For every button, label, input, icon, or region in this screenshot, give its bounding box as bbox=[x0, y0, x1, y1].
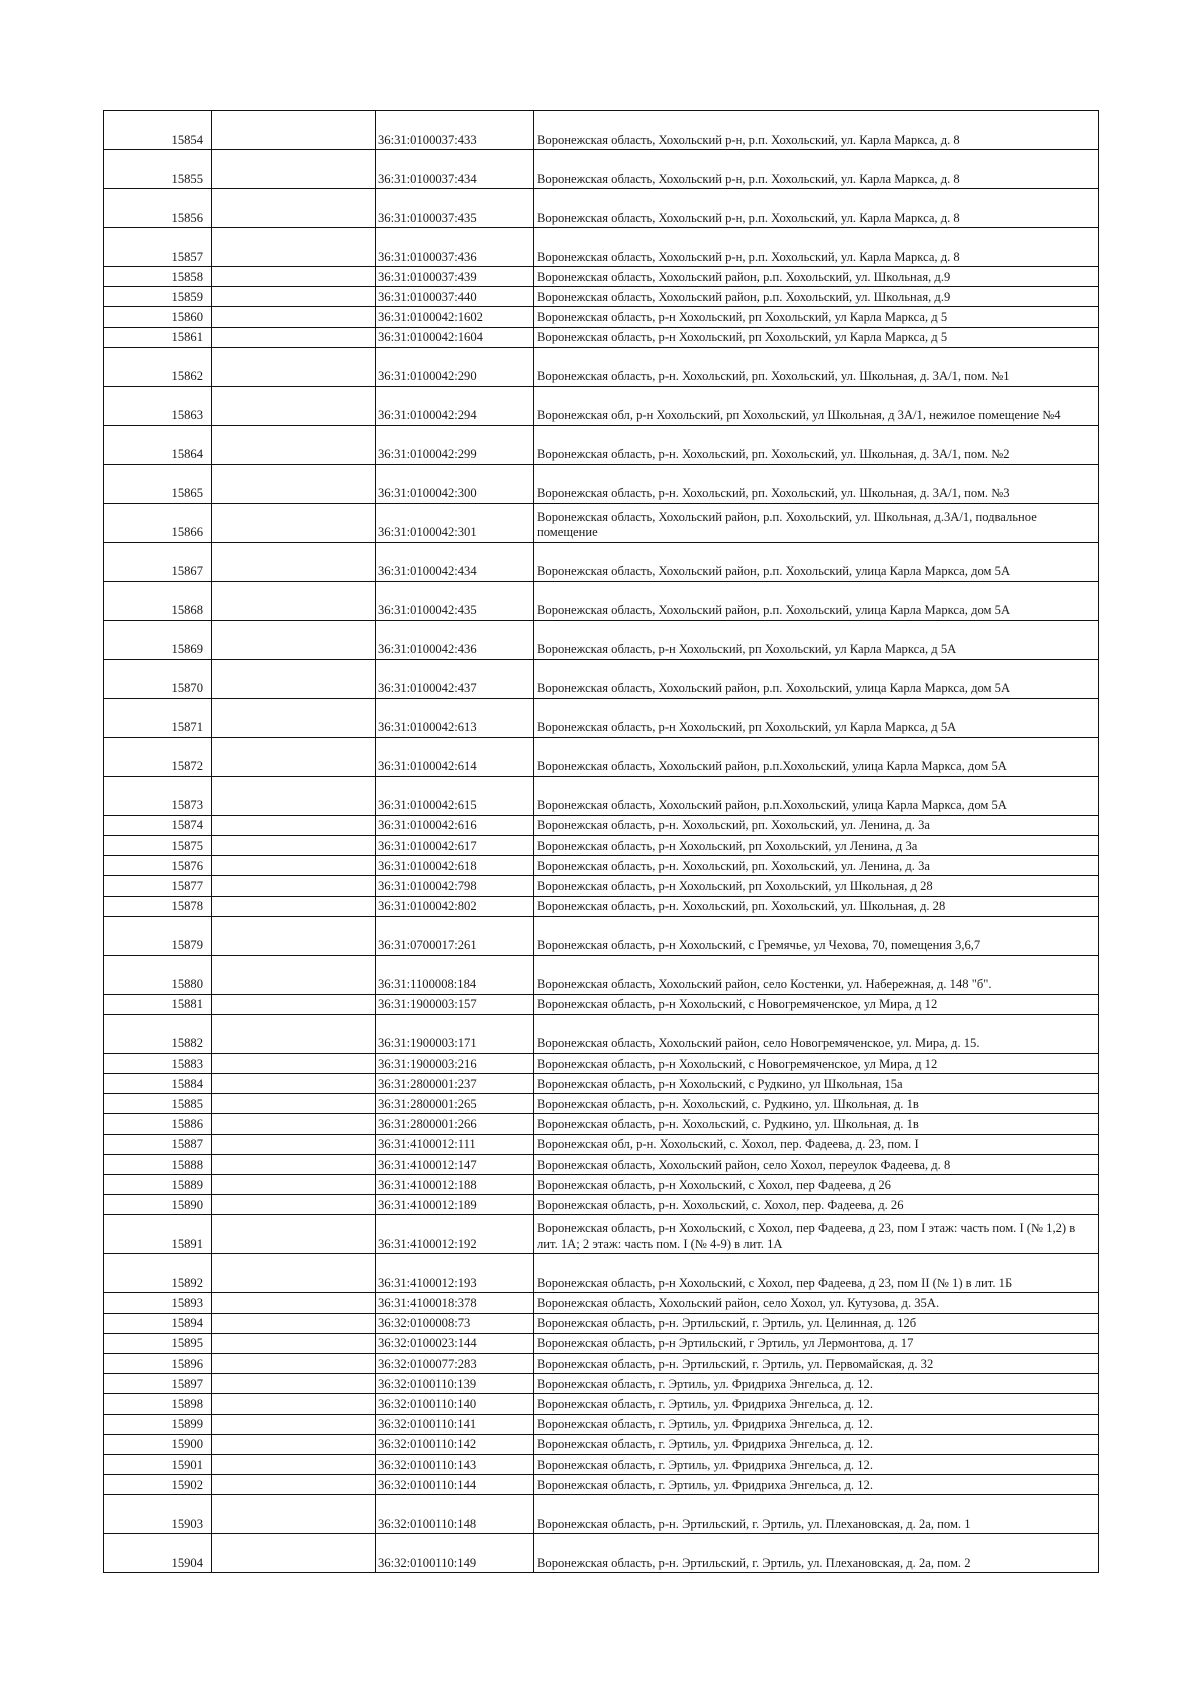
address-cell: Воронежская область, р-н. Хохольский, рп. Хохольский, ул. Школьная, д. 3А/1, пом. №3 bbox=[534, 464, 1099, 503]
row-number-cell: 15892 bbox=[104, 1254, 212, 1293]
cadastral-number-cell: 36:31:0100042:437 bbox=[376, 659, 534, 698]
row-number-cell: 15867 bbox=[104, 542, 212, 581]
table-row bbox=[104, 815, 1099, 835]
table-row bbox=[104, 916, 1099, 955]
table-row bbox=[104, 1414, 1099, 1434]
address-cell: Воронежская область, Хохольский р-н, р.п. Хохольский, ул. Карла Маркса, д. 8 bbox=[534, 150, 1099, 189]
table-row bbox=[104, 425, 1099, 464]
table-row bbox=[104, 659, 1099, 698]
row-number-cell: 15900 bbox=[104, 1434, 212, 1454]
address-cell: Воронежская область, р-н. Хохольский, рп. Хохольский, ул. Школьная, д. 3А/1, пом. №2 bbox=[534, 425, 1099, 464]
row-number-cell: 15873 bbox=[104, 776, 212, 815]
empty-cell bbox=[212, 1175, 376, 1195]
empty-cell bbox=[212, 228, 376, 267]
table-row bbox=[104, 267, 1099, 287]
empty-cell bbox=[212, 150, 376, 189]
row-number-cell: 15858 bbox=[104, 267, 212, 287]
address-cell: Воронежская область, Хохольский район, р.п.Хохольский, улица Карла Маркса, дом 5А bbox=[534, 776, 1099, 815]
table-row bbox=[104, 1434, 1099, 1454]
address-cell: Воронежская область, Хохольский район, село Хохол, ул. Кутузова, д. 35А. bbox=[534, 1293, 1099, 1313]
cadastral-number-cell: 36:31:4100012:147 bbox=[376, 1154, 534, 1174]
table-row bbox=[104, 776, 1099, 815]
table-row bbox=[104, 1134, 1099, 1154]
address-cell: Воронежская область, Хохольский р-н, р.п. Хохольский, ул. Карла Маркса, д. 8 bbox=[534, 228, 1099, 267]
cadastral-number-cell: 36:32:0100023:144 bbox=[376, 1333, 534, 1353]
address-cell: Воронежская область, Хохольский район, р.п. Хохольский, улица Карла Маркса, дом 5А bbox=[534, 581, 1099, 620]
table-row bbox=[104, 150, 1099, 189]
table-row bbox=[104, 287, 1099, 307]
table-row bbox=[104, 1313, 1099, 1333]
empty-cell bbox=[212, 327, 376, 347]
row-number-cell: 15863 bbox=[104, 386, 212, 425]
address-cell: Воронежская область, Хохольский район, р.п. Хохольский, улица Карла Маркса, дом 5А bbox=[534, 659, 1099, 698]
empty-cell bbox=[212, 1333, 376, 1353]
table-row bbox=[104, 1353, 1099, 1373]
empty-cell bbox=[212, 776, 376, 815]
table-row bbox=[104, 307, 1099, 327]
table-row bbox=[104, 542, 1099, 581]
address-cell: Воронежская область, г. Эртиль, ул. Фридриха Энгельса, д. 12. bbox=[534, 1394, 1099, 1414]
cadastral-number-cell: 36:32:0100110:148 bbox=[376, 1495, 534, 1534]
cadastral-number-cell: 36:31:0100042:617 bbox=[376, 835, 534, 855]
cadastral-number-cell: 36:31:1900003:216 bbox=[376, 1053, 534, 1073]
table-row bbox=[104, 994, 1099, 1014]
cadastral-number-cell: 36:32:0100110:149 bbox=[376, 1534, 534, 1573]
address-cell: Воронежская область, г. Эртиль, ул. Фридриха Энгельса, д. 12. bbox=[534, 1374, 1099, 1394]
empty-cell bbox=[212, 189, 376, 228]
empty-cell bbox=[212, 835, 376, 855]
table-row bbox=[104, 1394, 1099, 1414]
row-number-cell: 15891 bbox=[104, 1215, 212, 1254]
address-cell: Воронежская область, р-н Хохольский, с Хохол, пер Фадеева, д 23, пом II (№ 1) в лит. 1Б bbox=[534, 1254, 1099, 1293]
row-number-cell: 15893 bbox=[104, 1293, 212, 1313]
table-row bbox=[104, 1333, 1099, 1353]
row-number-cell: 15888 bbox=[104, 1154, 212, 1174]
address-cell: Воронежская область, Хохольский район, село Костенки, ул. Набережная, д. 148 "б". bbox=[534, 955, 1099, 994]
table-row bbox=[104, 737, 1099, 776]
address-cell: Воронежская область, р-н. Хохольский, рп. Хохольский, ул. Ленина, д. 3а bbox=[534, 815, 1099, 835]
address-cell: Воронежская область, р-н Хохольский, с Новогремяченское, ул Мира, д 12 bbox=[534, 1053, 1099, 1073]
cadastral-number-cell: 36:32:0100110:141 bbox=[376, 1414, 534, 1434]
address-cell: Воронежская область, Хохольский район, р.п. Хохольский, улица Карла Маркса, дом 5А bbox=[534, 542, 1099, 581]
row-number-cell: 15870 bbox=[104, 659, 212, 698]
empty-cell bbox=[212, 659, 376, 698]
empty-cell bbox=[212, 347, 376, 386]
empty-cell bbox=[212, 815, 376, 835]
cadastral-number-cell: 36:31:0100042:798 bbox=[376, 876, 534, 896]
address-cell: Воронежская область, г. Эртиль, ул. Фридриха Энгельса, д. 12. bbox=[534, 1475, 1099, 1495]
row-number-cell: 15878 bbox=[104, 896, 212, 916]
row-number-cell: 15887 bbox=[104, 1134, 212, 1154]
cadastral-number-cell: 36:31:0100042:435 bbox=[376, 581, 534, 620]
row-number-cell: 15862 bbox=[104, 347, 212, 386]
address-cell: Воронежская область, Хохольский район, р.п. Хохольский, ул. Школьная, д.9 bbox=[534, 287, 1099, 307]
address-cell: Воронежская область, р-н Хохольский, с Гремячье, ул Чехова, 70, помещения 3,6,7 bbox=[534, 916, 1099, 955]
address-cell: Воронежская область, Хохольский район, р.п. Хохольский, ул. Школьная, д.9 bbox=[534, 267, 1099, 287]
registry-table bbox=[103, 110, 1099, 1573]
table-row bbox=[104, 228, 1099, 267]
cadastral-number-cell: 36:31:0100042:618 bbox=[376, 856, 534, 876]
row-number-cell: 15885 bbox=[104, 1094, 212, 1114]
address-cell: Воронежская область, р-н Хохольский, с Рудкино, ул Школьная, 15а bbox=[534, 1074, 1099, 1094]
empty-cell bbox=[212, 1353, 376, 1373]
cadastral-number-cell: 36:31:0100042:1602 bbox=[376, 307, 534, 327]
table-row bbox=[104, 327, 1099, 347]
cadastral-number-cell: 36:31:0100042:290 bbox=[376, 347, 534, 386]
address-cell: Воронежская область, Хохольский район, р.п. Хохольский, ул. Школьная, д.3А/1, подвальное помещение bbox=[534, 503, 1099, 542]
cadastral-number-cell: 36:31:0100042:613 bbox=[376, 698, 534, 737]
address-cell: Воронежская область, р-н Хохольский, с Хохол, пер Фадеева, д 23, пом I этаж: часть пом. I (№ 1,2) в лит. 1А; 2 этаж: часть пом. I (№ 4-9) в лит. 1А bbox=[534, 1215, 1099, 1254]
table-row bbox=[104, 876, 1099, 896]
table-row bbox=[104, 1254, 1099, 1293]
row-number-cell: 15866 bbox=[104, 503, 212, 542]
cadastral-number-cell: 36:31:0100042:300 bbox=[376, 464, 534, 503]
cadastral-number-cell: 36:31:0100042:1604 bbox=[376, 327, 534, 347]
cadastral-number-cell: 36:31:0100042:294 bbox=[376, 386, 534, 425]
empty-cell bbox=[212, 307, 376, 327]
cadastral-number-cell: 36:31:0100042:299 bbox=[376, 425, 534, 464]
cadastral-number-cell: 36:31:0100037:439 bbox=[376, 267, 534, 287]
empty-cell bbox=[212, 1313, 376, 1333]
row-number-cell: 15874 bbox=[104, 815, 212, 835]
empty-cell bbox=[212, 1094, 376, 1114]
table-row bbox=[104, 1293, 1099, 1313]
cadastral-number-cell: 36:32:0100110:143 bbox=[376, 1454, 534, 1474]
table-row bbox=[104, 1495, 1099, 1534]
address-cell: Воронежская область, р-н Хохольский, рп Хохольский, ул Карла Маркса, д 5 bbox=[534, 307, 1099, 327]
row-number-cell: 15882 bbox=[104, 1014, 212, 1053]
empty-cell bbox=[212, 1114, 376, 1134]
empty-cell bbox=[212, 542, 376, 581]
address-cell: Воронежская область, г. Эртиль, ул. Фридриха Энгельса, д. 12. bbox=[534, 1454, 1099, 1474]
row-number-cell: 15871 bbox=[104, 698, 212, 737]
empty-cell bbox=[212, 876, 376, 896]
cadastral-number-cell: 36:32:0100110:139 bbox=[376, 1374, 534, 1394]
row-number-cell: 15865 bbox=[104, 464, 212, 503]
table-row bbox=[104, 1053, 1099, 1073]
cadastral-number-cell: 36:31:0700017:261 bbox=[376, 916, 534, 955]
cadastral-number-cell: 36:31:1900003:171 bbox=[376, 1014, 534, 1053]
cadastral-number-cell: 36:31:0100042:802 bbox=[376, 896, 534, 916]
row-number-cell: 15861 bbox=[104, 327, 212, 347]
row-number-cell: 15875 bbox=[104, 835, 212, 855]
row-number-cell: 15886 bbox=[104, 1114, 212, 1134]
cadastral-number-cell: 36:31:4100012:188 bbox=[376, 1175, 534, 1195]
table-row bbox=[104, 620, 1099, 659]
empty-cell bbox=[212, 1374, 376, 1394]
table-row bbox=[104, 581, 1099, 620]
table-row bbox=[104, 856, 1099, 876]
address-cell: Воронежская область, Хохольский район, село Новогремяченское, ул. Мира, д. 15. bbox=[534, 1014, 1099, 1053]
cadastral-number-cell: 36:31:0100037:440 bbox=[376, 287, 534, 307]
address-cell: Воронежская обл, р-н Хохольский, рп Хохольский, ул Школьная, д 3А/1, нежилое помещение №4 bbox=[534, 386, 1099, 425]
address-cell: Воронежская область, г. Эртиль, ул. Фридриха Энгельса, д. 12. bbox=[534, 1434, 1099, 1454]
address-cell: Воронежская область, р-н. Хохольский, с. Рудкино, ул. Школьная, д. 1в bbox=[534, 1094, 1099, 1114]
row-number-cell: 15855 bbox=[104, 150, 212, 189]
empty-cell bbox=[212, 267, 376, 287]
row-number-cell: 15884 bbox=[104, 1074, 212, 1094]
cadastral-number-cell: 36:31:0100042:616 bbox=[376, 815, 534, 835]
table-row bbox=[104, 1215, 1099, 1254]
address-cell: Воронежская область, р-н. Хохольский, рп. Хохольский, ул. Ленина, д. 3а bbox=[534, 856, 1099, 876]
cadastral-number-cell: 36:31:0100037:436 bbox=[376, 228, 534, 267]
address-cell: Воронежская область, Хохольский район, село Хохол, переулок Фадеева, д. 8 bbox=[534, 1154, 1099, 1174]
empty-cell bbox=[212, 620, 376, 659]
empty-cell bbox=[212, 698, 376, 737]
row-number-cell: 15868 bbox=[104, 581, 212, 620]
empty-cell bbox=[212, 1414, 376, 1434]
table-row bbox=[104, 1074, 1099, 1094]
address-cell: Воронежская область, р-н. Хохольский, с. Рудкино, ул. Школьная, д. 1в bbox=[534, 1114, 1099, 1134]
address-cell: Воронежская область, р-н Эртильский, г Эртиль, ул Лермонтова, д. 17 bbox=[534, 1333, 1099, 1353]
address-cell: Воронежская область, р-н Хохольский, рп Хохольский, ул Карла Маркса, д 5А bbox=[534, 698, 1099, 737]
row-number-cell: 15877 bbox=[104, 876, 212, 896]
row-number-cell: 15854 bbox=[104, 111, 212, 150]
address-cell: Воронежская область, Хохольский р-н, р.п. Хохольский, ул. Карла Маркса, д. 8 bbox=[534, 189, 1099, 228]
cadastral-number-cell: 36:32:0100110:144 bbox=[376, 1475, 534, 1495]
cadastral-number-cell: 36:31:4100012:192 bbox=[376, 1215, 534, 1254]
row-number-cell: 15889 bbox=[104, 1175, 212, 1195]
empty-cell bbox=[212, 287, 376, 307]
row-number-cell: 15869 bbox=[104, 620, 212, 659]
table-row bbox=[104, 1154, 1099, 1174]
row-number-cell: 15864 bbox=[104, 425, 212, 464]
address-cell: Воронежская область, р-н Хохольский, рп Хохольский, ул Ленина, д 3а bbox=[534, 835, 1099, 855]
row-number-cell: 15897 bbox=[104, 1374, 212, 1394]
cadastral-number-cell: 36:31:4100012:189 bbox=[376, 1195, 534, 1215]
cadastral-number-cell: 36:32:0100077:283 bbox=[376, 1353, 534, 1373]
cadastral-number-cell: 36:31:4100012:193 bbox=[376, 1254, 534, 1293]
address-cell: Воронежская обл, р-н. Хохольский, с. Хохол, пер. Фадеева, д. 23, пом. I bbox=[534, 1134, 1099, 1154]
empty-cell bbox=[212, 1475, 376, 1495]
table-row bbox=[104, 503, 1099, 542]
row-number-cell: 15880 bbox=[104, 955, 212, 994]
row-number-cell: 15902 bbox=[104, 1475, 212, 1495]
empty-cell bbox=[212, 1534, 376, 1573]
empty-cell bbox=[212, 503, 376, 542]
cadastral-number-cell: 36:31:0100042:615 bbox=[376, 776, 534, 815]
cadastral-number-cell: 36:32:0100008:73 bbox=[376, 1313, 534, 1333]
table-row bbox=[104, 955, 1099, 994]
table-row bbox=[104, 347, 1099, 386]
address-cell: Воронежская область, р-н Хохольский, рп Хохольский, ул Карла Маркса, д 5А bbox=[534, 620, 1099, 659]
row-number-cell: 15879 bbox=[104, 916, 212, 955]
table-row bbox=[104, 1475, 1099, 1495]
row-number-cell: 15899 bbox=[104, 1414, 212, 1434]
address-cell: Воронежская область, р-н Хохольский, с Хохол, пер Фадеева, д 26 bbox=[534, 1175, 1099, 1195]
table-row bbox=[104, 386, 1099, 425]
cadastral-number-cell: 36:31:0100042:301 bbox=[376, 503, 534, 542]
empty-cell bbox=[212, 111, 376, 150]
table-row bbox=[104, 896, 1099, 916]
empty-cell bbox=[212, 856, 376, 876]
address-cell: Воронежская область, р-н. Эртильский, г. Эртиль, ул. Первомайская, д. 32 bbox=[534, 1353, 1099, 1373]
address-cell: Воронежская область, Хохольский район, р.п.Хохольский, улица Карла Маркса, дом 5А bbox=[534, 737, 1099, 776]
row-number-cell: 15860 bbox=[104, 307, 212, 327]
cadastral-number-cell: 36:31:0100037:435 bbox=[376, 189, 534, 228]
cadastral-number-cell: 36:31:0100042:436 bbox=[376, 620, 534, 659]
empty-cell bbox=[212, 386, 376, 425]
address-cell: Воронежская область, г. Эртиль, ул. Фридриха Энгельса, д. 12. bbox=[534, 1414, 1099, 1434]
empty-cell bbox=[212, 1254, 376, 1293]
table-row bbox=[104, 1534, 1099, 1573]
table-row bbox=[104, 464, 1099, 503]
address-cell: Воронежская область, р-н Хохольский, рп Хохольский, ул Карла Маркса, д 5 bbox=[534, 327, 1099, 347]
address-cell: Воронежская область, р-н. Хохольский, с. Хохол, пер. Фадеева, д. 26 bbox=[534, 1195, 1099, 1215]
cadastral-number-cell: 36:31:0100042:614 bbox=[376, 737, 534, 776]
empty-cell bbox=[212, 737, 376, 776]
cadastral-number-cell: 36:31:0100037:433 bbox=[376, 111, 534, 150]
empty-cell bbox=[212, 1495, 376, 1534]
table-row bbox=[104, 698, 1099, 737]
table-row bbox=[104, 1454, 1099, 1474]
address-cell: Воронежская область, р-н. Хохольский, рп. Хохольский, ул. Школьная, д. 28 bbox=[534, 896, 1099, 916]
address-cell: Воронежская область, р-н Хохольский, рп Хохольский, ул Школьная, д 28 bbox=[534, 876, 1099, 896]
row-number-cell: 15895 bbox=[104, 1333, 212, 1353]
table-row bbox=[104, 1094, 1099, 1114]
table-row bbox=[104, 1195, 1099, 1215]
empty-cell bbox=[212, 916, 376, 955]
row-number-cell: 15856 bbox=[104, 189, 212, 228]
empty-cell bbox=[212, 1053, 376, 1073]
row-number-cell: 15901 bbox=[104, 1454, 212, 1474]
table-row bbox=[104, 1374, 1099, 1394]
empty-cell bbox=[212, 1394, 376, 1414]
empty-cell bbox=[212, 1434, 376, 1454]
table-row bbox=[104, 1175, 1099, 1195]
registry-body bbox=[104, 111, 1099, 1573]
cadastral-number-cell: 36:31:2800001:266 bbox=[376, 1114, 534, 1134]
table-row bbox=[104, 111, 1099, 150]
row-number-cell: 15872 bbox=[104, 737, 212, 776]
cadastral-number-cell: 36:31:1100008:184 bbox=[376, 955, 534, 994]
empty-cell bbox=[212, 464, 376, 503]
row-number-cell: 15898 bbox=[104, 1394, 212, 1414]
empty-cell bbox=[212, 994, 376, 1014]
empty-cell bbox=[212, 1074, 376, 1094]
empty-cell bbox=[212, 1154, 376, 1174]
row-number-cell: 15896 bbox=[104, 1353, 212, 1373]
cadastral-number-cell: 36:31:4100018:378 bbox=[376, 1293, 534, 1313]
address-cell: Воронежская область, р-н. Эртильский, г. Эртиль, ул. Плехановская, д. 2а, пом. 2 bbox=[534, 1534, 1099, 1573]
row-number-cell: 15883 bbox=[104, 1053, 212, 1073]
cadastral-number-cell: 36:31:4100012:111 bbox=[376, 1134, 534, 1154]
cadastral-number-cell: 36:31:0100042:434 bbox=[376, 542, 534, 581]
address-cell: Воронежская область, р-н. Эртильский, г. Эртиль, ул. Целинная, д. 12б bbox=[534, 1313, 1099, 1333]
table-row bbox=[104, 835, 1099, 855]
row-number-cell: 15857 bbox=[104, 228, 212, 267]
table-row bbox=[104, 189, 1099, 228]
cadastral-number-cell: 36:31:2800001:265 bbox=[376, 1094, 534, 1114]
address-cell: Воронежская область, Хохольский р-н, р.п. Хохольский, ул. Карла Маркса, д. 8 bbox=[534, 111, 1099, 150]
cadastral-number-cell: 36:32:0100110:142 bbox=[376, 1434, 534, 1454]
empty-cell bbox=[212, 955, 376, 994]
row-number-cell: 15881 bbox=[104, 994, 212, 1014]
empty-cell bbox=[212, 896, 376, 916]
empty-cell bbox=[212, 425, 376, 464]
row-number-cell: 15904 bbox=[104, 1534, 212, 1573]
table-row bbox=[104, 1114, 1099, 1134]
row-number-cell: 15890 bbox=[104, 1195, 212, 1215]
cadastral-number-cell: 36:31:1900003:157 bbox=[376, 994, 534, 1014]
empty-cell bbox=[212, 1454, 376, 1474]
row-number-cell: 15876 bbox=[104, 856, 212, 876]
cadastral-number-cell: 36:32:0100110:140 bbox=[376, 1394, 534, 1414]
table-row bbox=[104, 1014, 1099, 1053]
empty-cell bbox=[212, 581, 376, 620]
empty-cell bbox=[212, 1293, 376, 1313]
address-cell: Воронежская область, р-н. Хохольский, рп. Хохольский, ул. Школьная, д. 3А/1, пом. №1 bbox=[534, 347, 1099, 386]
address-cell: Воронежская область, р-н Хохольский, с Новогремяченское, ул Мира, д 12 bbox=[534, 994, 1099, 1014]
empty-cell bbox=[212, 1195, 376, 1215]
cadastral-number-cell: 36:31:0100037:434 bbox=[376, 150, 534, 189]
row-number-cell: 15903 bbox=[104, 1495, 212, 1534]
cadastral-number-cell: 36:31:2800001:237 bbox=[376, 1074, 534, 1094]
row-number-cell: 15859 bbox=[104, 287, 212, 307]
row-number-cell: 15894 bbox=[104, 1313, 212, 1333]
empty-cell bbox=[212, 1215, 376, 1254]
address-cell: Воронежская область, р-н. Эртильский, г. Эртиль, ул. Плехановская, д. 2а, пом. 1 bbox=[534, 1495, 1099, 1534]
empty-cell bbox=[212, 1014, 376, 1053]
empty-cell bbox=[212, 1134, 376, 1154]
